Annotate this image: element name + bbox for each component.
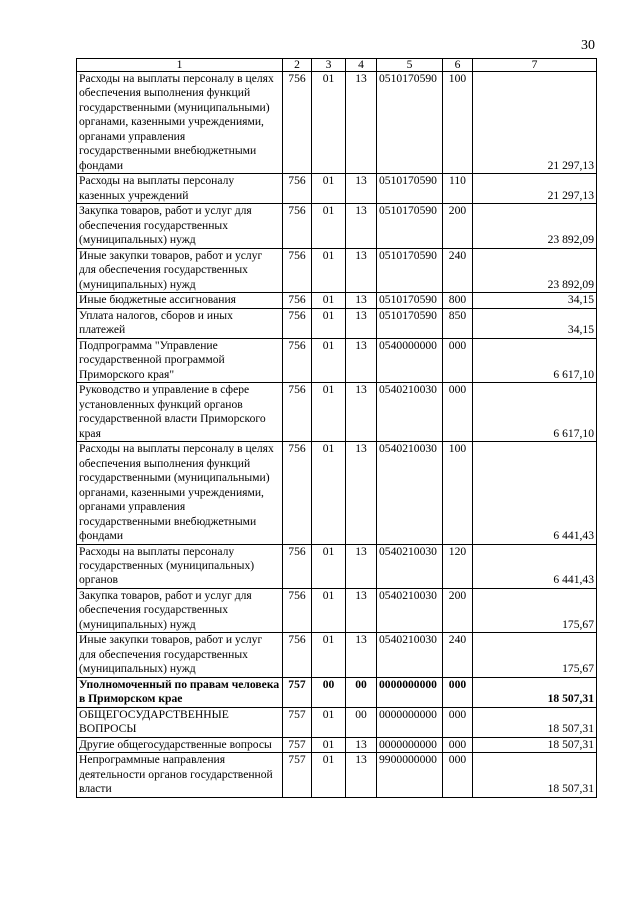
row-expense-type-cell: 200	[443, 204, 473, 248]
row-section-cell: 01	[312, 544, 346, 588]
row-expense-type-cell: 240	[443, 248, 473, 292]
row-amount-cell: 34,15	[473, 308, 597, 338]
row-expense-type-cell: 000	[443, 737, 473, 752]
row-expense-type-cell: 110	[443, 174, 473, 204]
row-amount-cell: 6 617,10	[473, 383, 597, 442]
page-number: 30	[581, 38, 595, 53]
row-amount-cell: 21 297,13	[473, 174, 597, 204]
row-name-cell: ОБЩЕГОСУДАРСТВЕННЫЕ ВОПРОСЫ	[77, 707, 283, 737]
row-subsection-cell: 13	[346, 544, 377, 588]
row-section-cell: 01	[312, 707, 346, 737]
row-name-cell: Подпрограмма "Управление государственной программой Приморского края"	[77, 338, 283, 382]
row-expense-type-cell: 200	[443, 588, 473, 632]
table-row	[77, 204, 597, 248]
row-amount-cell: 18 507,31	[473, 737, 597, 752]
row-target-article-cell: 0540210030	[377, 442, 443, 544]
row-section-cell: 01	[312, 588, 346, 632]
row-subsection-cell: 00	[346, 707, 377, 737]
row-expense-type-cell: 120	[443, 544, 473, 588]
row-name-cell: Закупка товаров, работ и услуг для обеспечения государственных (муниципальных) нужд	[77, 588, 283, 632]
row-amount-cell: 6 441,43	[473, 544, 597, 588]
header-cell: 2	[283, 59, 312, 72]
row-name-cell: Непрограммные направления деятельности органов государственной власти	[77, 753, 283, 797]
row-expense-type-cell: 850	[443, 308, 473, 338]
table-row	[77, 737, 597, 752]
row-expense-type-cell: 800	[443, 293, 473, 308]
table-row	[77, 753, 597, 797]
table-row	[77, 588, 597, 632]
row-amount-cell: 6 441,43	[473, 442, 597, 544]
row-section-cell: 01	[312, 248, 346, 292]
row-subsection-cell: 13	[346, 588, 377, 632]
table-row	[77, 248, 597, 292]
row-section-cell: 01	[312, 442, 346, 544]
table-row	[77, 72, 597, 174]
row-subsection-cell: 13	[346, 204, 377, 248]
row-name-cell: Другие общегосударственные вопросы	[77, 737, 283, 752]
row-target-article-cell: 0510170590	[377, 72, 443, 174]
row-ved-cell: 756	[283, 544, 312, 588]
header-cell: 5	[377, 59, 443, 72]
row-section-cell: 01	[312, 633, 346, 677]
row-target-article-cell: 9900000000	[377, 753, 443, 797]
row-ved-cell: 756	[283, 248, 312, 292]
row-target-article-cell: 0510170590	[377, 204, 443, 248]
row-amount-cell: 23 892,09	[473, 204, 597, 248]
row-name-cell: Расходы на выплаты персоналу в целях обеспечения выполнения функций государственными (муниципальными) органами, казенными учреждениями, органами управления государственными внебюджетными фондами	[77, 442, 283, 544]
row-name-cell: Уполномоченный по правам человека в Приморском крае	[77, 677, 283, 707]
row-name-cell: Расходы на выплаты персоналу государственных (муниципальных) органов	[77, 544, 283, 588]
budget-table	[76, 58, 597, 798]
row-subsection-cell: 00	[346, 677, 377, 707]
row-amount-cell: 18 507,31	[473, 753, 597, 797]
table-row	[77, 293, 597, 308]
row-section-cell: 00	[312, 677, 346, 707]
table-row	[77, 442, 597, 544]
row-target-article-cell: 0000000000	[377, 737, 443, 752]
row-subsection-cell: 13	[346, 248, 377, 292]
row-subsection-cell: 13	[346, 383, 377, 442]
row-ved-cell: 756	[283, 293, 312, 308]
table-row	[77, 707, 597, 737]
row-section-cell: 01	[312, 293, 346, 308]
row-target-article-cell: 0540210030	[377, 544, 443, 588]
row-ved-cell: 756	[283, 338, 312, 382]
row-ved-cell: 756	[283, 174, 312, 204]
row-section-cell: 01	[312, 72, 346, 174]
table-row	[77, 544, 597, 588]
row-expense-type-cell: 100	[443, 72, 473, 174]
row-ved-cell: 756	[283, 442, 312, 544]
table-row	[77, 383, 597, 442]
row-ved-cell: 757	[283, 737, 312, 752]
row-amount-cell: 6 617,10	[473, 338, 597, 382]
row-target-article-cell: 0510170590	[377, 174, 443, 204]
row-section-cell: 01	[312, 338, 346, 382]
row-target-article-cell: 0540210030	[377, 588, 443, 632]
row-name-cell: Уплата налогов, сборов и иных платежей	[77, 308, 283, 338]
row-amount-cell: 18 507,31	[473, 677, 597, 707]
header-cell: 7	[473, 59, 597, 72]
header-cell: 1	[77, 59, 283, 72]
row-ved-cell: 756	[283, 383, 312, 442]
row-target-article-cell: 0000000000	[377, 677, 443, 707]
row-subsection-cell: 13	[346, 308, 377, 338]
header-cell: 4	[346, 59, 377, 72]
table-row	[77, 633, 597, 677]
row-name-cell: Иные бюджетные ассигнования	[77, 293, 283, 308]
row-subsection-cell: 13	[346, 753, 377, 797]
row-target-article-cell: 0540210030	[377, 383, 443, 442]
row-expense-type-cell: 000	[443, 753, 473, 797]
row-ved-cell: 756	[283, 204, 312, 248]
row-target-article-cell: 0000000000	[377, 707, 443, 737]
row-subsection-cell: 13	[346, 633, 377, 677]
row-ved-cell: 757	[283, 707, 312, 737]
row-subsection-cell: 13	[346, 737, 377, 752]
row-section-cell: 01	[312, 174, 346, 204]
row-amount-cell: 175,67	[473, 588, 597, 632]
row-amount-cell: 23 892,09	[473, 248, 597, 292]
row-subsection-cell: 13	[346, 338, 377, 382]
row-name-cell: Расходы на выплаты персоналу казенных учреждений	[77, 174, 283, 204]
row-amount-cell: 175,67	[473, 633, 597, 677]
row-target-article-cell: 0540000000	[377, 338, 443, 382]
row-amount-cell: 34,15	[473, 293, 597, 308]
row-section-cell: 01	[312, 204, 346, 248]
row-target-article-cell: 0510170590	[377, 308, 443, 338]
table-row	[77, 338, 597, 382]
header-cell: 6	[443, 59, 473, 72]
row-ved-cell: 756	[283, 72, 312, 174]
table-row	[77, 677, 597, 707]
row-section-cell: 01	[312, 753, 346, 797]
row-expense-type-cell: 000	[443, 338, 473, 382]
header-cell: 3	[312, 59, 346, 72]
row-ved-cell: 757	[283, 677, 312, 707]
row-ved-cell: 757	[283, 753, 312, 797]
row-name-cell: Иные закупки товаров, работ и услуг для обеспечения государственных (муниципальных) нужд	[77, 633, 283, 677]
row-name-cell: Закупка товаров, работ и услуг для обеспечения государственных (муниципальных) нужд	[77, 204, 283, 248]
row-subsection-cell: 13	[346, 442, 377, 544]
row-expense-type-cell: 000	[443, 707, 473, 737]
row-name-cell: Руководство и управление в сфере установленных функций органов государственной власти Приморского края	[77, 383, 283, 442]
row-name-cell: Расходы на выплаты персоналу в целях обеспечения выполнения функций государственными (муниципальными) органами, казенными учреждениями, органами управления государственными внебюджетными фондами	[77, 72, 283, 174]
row-expense-type-cell: 000	[443, 677, 473, 707]
row-expense-type-cell: 240	[443, 633, 473, 677]
row-target-article-cell: 0510170590	[377, 293, 443, 308]
row-subsection-cell: 13	[346, 174, 377, 204]
row-target-article-cell: 0540210030	[377, 633, 443, 677]
table-header-row	[77, 59, 597, 72]
row-target-article-cell: 0510170590	[377, 248, 443, 292]
table-row	[77, 308, 597, 338]
row-amount-cell: 18 507,31	[473, 707, 597, 737]
row-amount-cell: 21 297,13	[473, 72, 597, 174]
row-expense-type-cell: 000	[443, 383, 473, 442]
row-section-cell: 01	[312, 308, 346, 338]
row-subsection-cell: 13	[346, 72, 377, 174]
table-body	[77, 72, 597, 798]
row-name-cell: Иные закупки товаров, работ и услуг для обеспечения государственных (муниципальных) нужд	[77, 248, 283, 292]
row-section-cell: 01	[312, 383, 346, 442]
table-row	[77, 174, 597, 204]
row-ved-cell: 756	[283, 633, 312, 677]
row-expense-type-cell: 100	[443, 442, 473, 544]
row-subsection-cell: 13	[346, 293, 377, 308]
row-section-cell: 01	[312, 737, 346, 752]
row-ved-cell: 756	[283, 308, 312, 338]
row-ved-cell: 756	[283, 588, 312, 632]
